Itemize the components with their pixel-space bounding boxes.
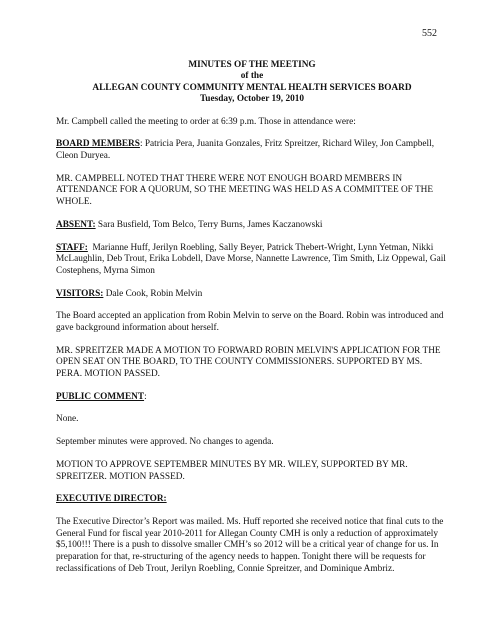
board-members-label: BOARD MEMBERS bbox=[56, 139, 140, 150]
motion-melvin-paragraph: MR. SPREITZER MADE A MOTION TO FORWARD ROBIN MELVIN'S APPLICATION FOR THE OPEN SEAT ON THE BOARD, TO THE COUNTY COMMISSIONERS. SUPPORTED BY MS. PERA. MOTION PASSED. bbox=[56, 345, 441, 379]
header-line-2: of the bbox=[240, 71, 264, 82]
absent-label: ABSENT: bbox=[56, 219, 96, 230]
executive-director-paragraph: The Executive Director’s Report was mailed. Ms. Huff reported she received notice that final cuts to the General Fund for fiscal year 2010-2011 for Allegan County CMH is only a reduction of approximately $5,100!!! There is a push to dissolve smaller CMH’s so 2012 will be a critical year of change for us. In preparation for that, re-structuring of the agency needs to happen. Tonight there will be requests for reclassifications of Deb Trout, Jerilyn Roebling, Connie Spreitzer, and Dominique Ambriz. bbox=[56, 517, 444, 574]
document-header bbox=[56, 60, 448, 106]
absent-text: Sara Busfield, Tom Belco, Terry Burns, James Kaczanowski bbox=[95, 219, 323, 230]
page-number: 552 bbox=[422, 28, 437, 39]
board-members-paragraph bbox=[56, 139, 448, 162]
spacer bbox=[56, 106, 448, 117]
public-comment-heading bbox=[56, 392, 448, 404]
public-comment-label: PUBLIC COMMENT bbox=[56, 391, 145, 402]
visitors-paragraph bbox=[56, 289, 448, 301]
public-comment-text: None. bbox=[56, 414, 79, 425]
header-line-1: MINUTES OF THE MEETING bbox=[188, 60, 316, 70]
quorum-note-paragraph: MR. CAMPBELL NOTED THAT THERE WERE NOT ENOUGH BOARD MEMBERS IN ATTENDANCE FOR A QUORUM, SO THE MEETING WAS HELD AS A COMMITTEE OF THE WHOLE. bbox=[56, 173, 434, 207]
application-paragraph: The Board accepted an application from Robin Melvin to serve on the Board. Robin was introduced and gave background information about herself. bbox=[56, 311, 444, 333]
absent-paragraph bbox=[56, 220, 448, 232]
staff-text: Marianne Huff, Jerilyn Roebling, Sally Beyer, Patrick Thebert-Wright, Lynn Yetman, Nikki McLaughlin, Deb Trout, Erika Lobdell, Dave Morse, Nannette Lawrence, Tim Smith, Liz Oppewal, Gail Costephens, Myrna Simon bbox=[56, 242, 449, 276]
executive-director-heading: EXECUTIVE DIRECTOR: bbox=[56, 494, 167, 505]
header-line-4: Tuesday, October 19, 2010 bbox=[199, 94, 305, 105]
visitors-text: Dale Cook, Robin Melvin bbox=[103, 288, 203, 299]
staff-label: STAFF: bbox=[56, 242, 88, 253]
motion-minutes-paragraph: MOTION TO APPROVE SEPTEMBER MINUTES BY MR. WILEY, SUPPORTED BY MR. SPREITZER. MOTION PASSED. bbox=[56, 459, 408, 482]
staff-paragraph bbox=[56, 243, 448, 278]
minutes-approved-paragraph: September minutes were approved. No changes to agenda. bbox=[56, 437, 274, 448]
document-body bbox=[56, 60, 448, 586]
call-to-order-paragraph: Mr. Campbell called the meeting to order at 6:39 p.m. Those in attendance were: bbox=[56, 116, 356, 127]
visitors-label: VISITORS: bbox=[56, 288, 104, 299]
header-line-3: ALLEGAN COUNTY COMMUNITY MENTAL HEALTH SERVICES BOARD bbox=[92, 82, 412, 93]
board-members-text: : Patricia Pera, Juanita Gonzales, Fritz Spreitzer, Richard Wiley, Jon Campbell, Cleon Duryea. bbox=[56, 139, 435, 161]
public-comment-colon: : bbox=[144, 391, 147, 402]
